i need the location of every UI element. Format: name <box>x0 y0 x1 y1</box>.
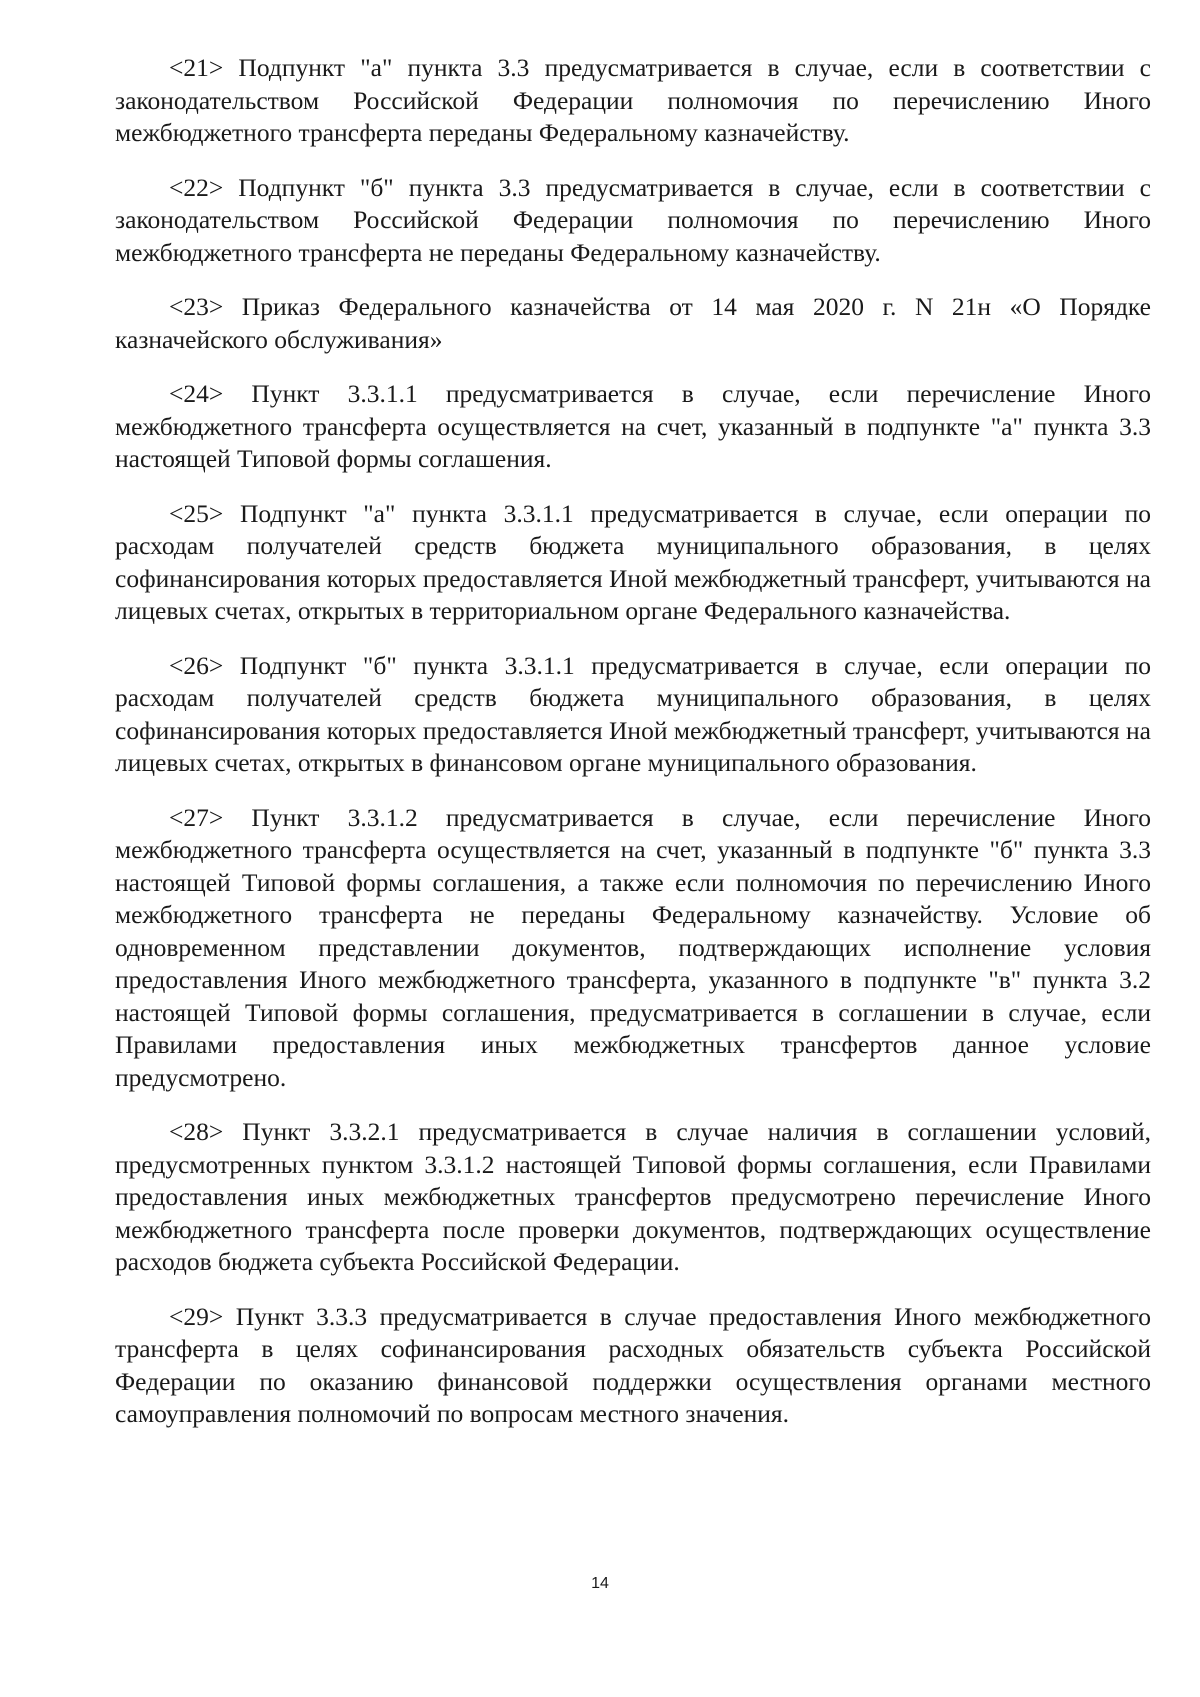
footnote-22: <22> Подпункт "б" пункта 3.3 предусматривается в случае, если в соответствии с законодательством Российской Федерации полномочия по перечислению Иного межбюджетного трансферта не переданы Федеральному казначейству. <box>115 172 1151 267</box>
footnote-28: <28> Пункт 3.3.2.1 предусматривается в случае наличия в соглашении условий, предусмотренных пунктом 3.3.1.2 настоящей Типовой формы соглашения, если Правилами предоставления иных межбюджетных трансфертов предусмотрено перечисление Иного межбюджетного трансферта после проверки документов, подтверждающих осуществление расходов бюджета субъекта Российской Федерации. <box>115 1117 1151 1276</box>
footnote-23: <23> Приказ Федерального казначейства от 14 мая 2020 г. N 21н «О Порядке казначейского обслуживания» <box>115 292 1151 354</box>
footnotes-body <box>115 52 1151 1453</box>
footnote-24: <24> Пункт 3.3.1.1 предусматривается в случае, если перечисление Иного межбюджетного трансферта осуществляется на счет, указанный в подпункте "а" пункта 3.3 настоящей Типовой формы соглашения. <box>115 379 1151 473</box>
page-number: 14 <box>591 1575 609 1592</box>
footnote-26: <26> Подпункт "б" пункта 3.3.1.1 предусматривается в случае, если операции по расходам получателей средств бюджета муниципального образования, в целях софинансирования которых предоставляется Иной межбюджетный трансферт, учитываются на лицевых счетах, открытых в финансовом органе муниципального образования. <box>115 650 1151 777</box>
footnote-27: <27> Пункт 3.3.1.2 предусматривается в случае, если перечисление Иного межбюджетного трансферта осуществляется на счет, указанный в подпункте "б" пункта 3.3 настоящей Типовой формы соглашения, а также если полномочия по перечислению Иного межбюджетного трансферта не переданы Федеральному казначейству. Условие об одновременном представлении документов, подтверждающих исполнение условия предоставления Иного межбюджетного трансферта, указанного в подпункте "в" пункта 3.2 настоящей Типовой формы соглашения, предусматривается в соглашении в случае, если Правилами предоставления иных межбюджетных трансфертов данное условие предусмотрено. <box>115 802 1151 1092</box>
footnote-25: <25> Подпункт "а" пункта 3.3.1.1 предусматривается в случае, если операции по расходам получателей средств бюджета муниципального образования, в целях софинансирования которых предоставляется Иной межбюджетный трансферт, учитываются на лицевых счетах, открытых в территориальном органе Федерального казначейства. <box>115 498 1151 625</box>
footnote-29: <29> Пункт 3.3.3 предусматривается в случае предоставления Иного межбюджетного трансферта в целях софинансирования расходных обязательств субъекта Российской Федерации по оказанию финансовой поддержки осуществления органами местного самоуправления полномочий по вопросам местного значения. <box>115 1301 1151 1428</box>
footnote-21: <21> Подпункт "а" пункта 3.3 предусматривается в случае, если в соответствии с законодательством Российской Федерации полномочия по перечислению Иного межбюджетного трансферта переданы Федеральному казначейству. <box>115 53 1151 147</box>
